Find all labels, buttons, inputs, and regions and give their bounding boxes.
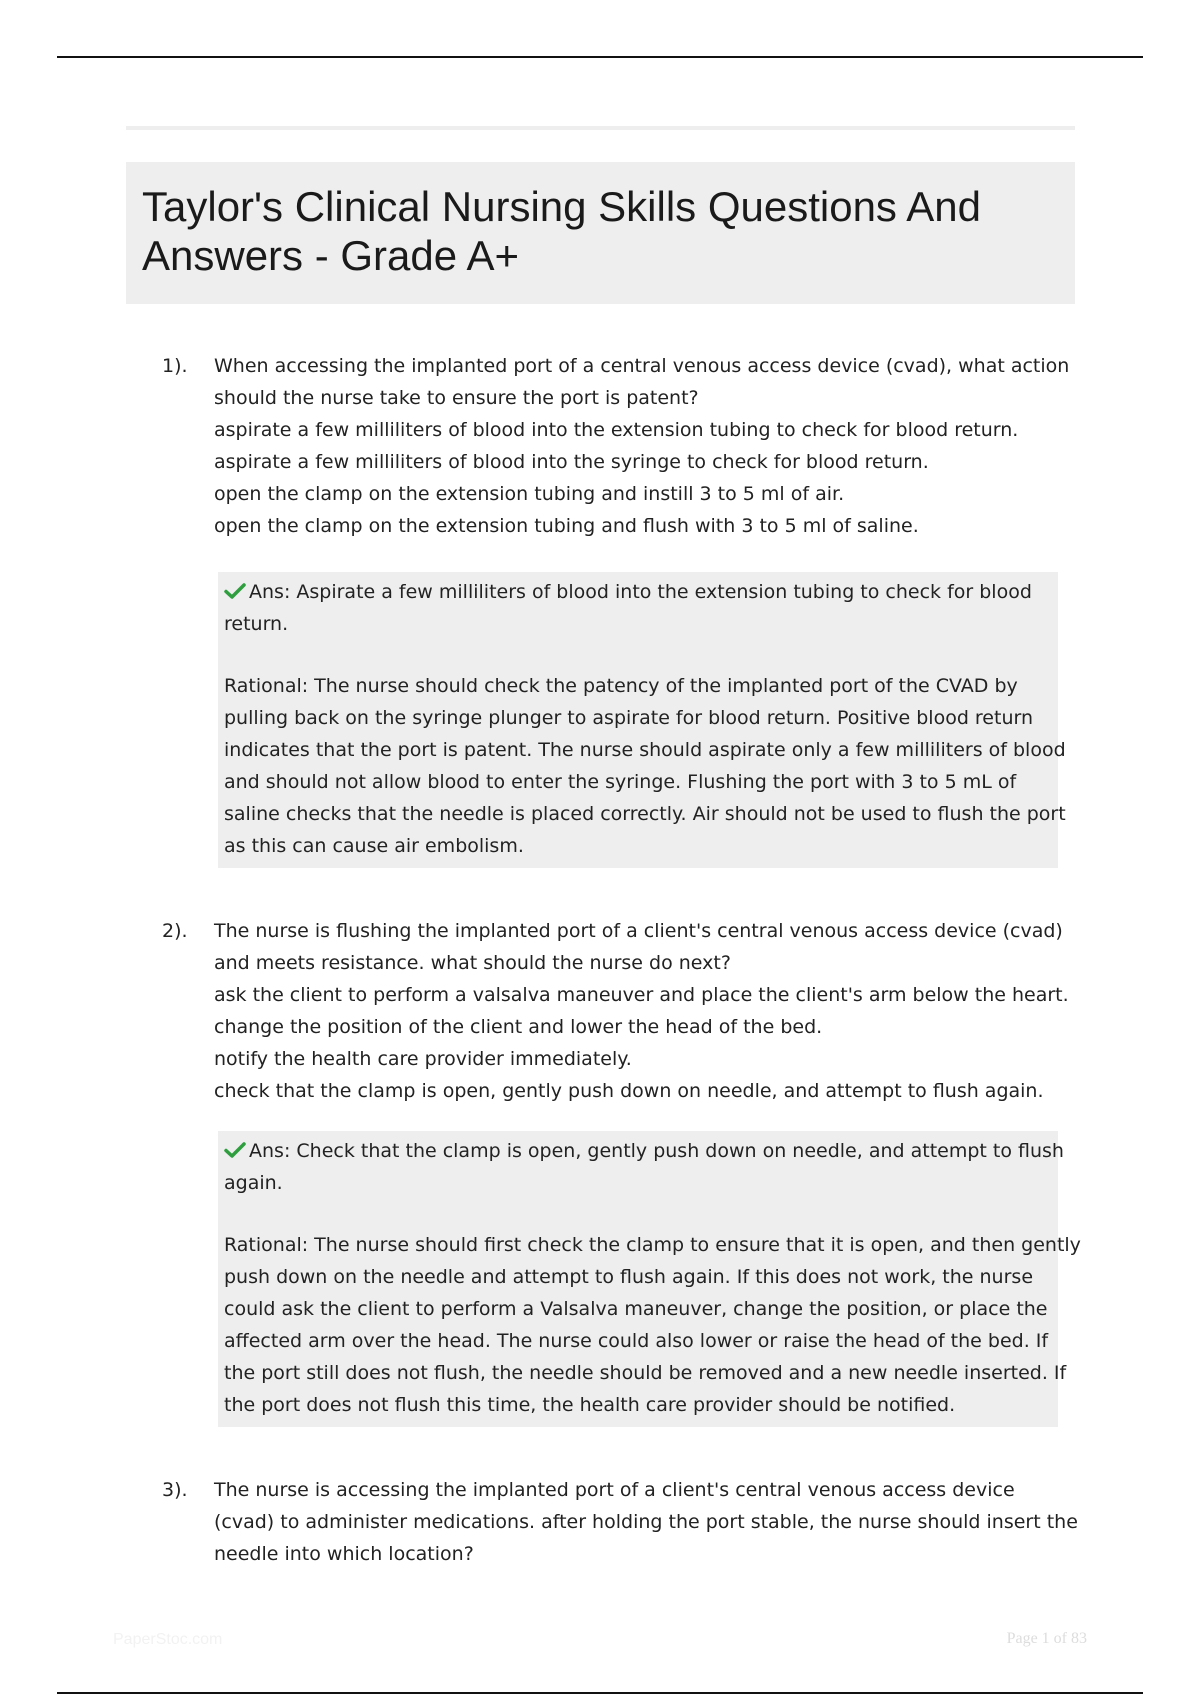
- page-title: [142, 182, 1075, 280]
- question-text: [214, 1474, 1078, 1570]
- rationale-line: could ask the client to perform a Valsalva maneuver, change the position, or place the: [224, 1298, 1048, 1320]
- watermark: PaperStoc.com: [113, 1631, 223, 1648]
- question-text: [214, 350, 1070, 542]
- answer-option: notify the health care provider immediately.: [214, 1048, 632, 1070]
- answer-text: Ans: Check that the clamp is open, gently push down on needle, and attempt to flush: [249, 1140, 1064, 1162]
- question-stem-line: (cvad) to administer medications. after holding the port stable, the nurse should insert the: [214, 1511, 1078, 1533]
- answer-line: [224, 1135, 1064, 1167]
- check-icon: [224, 1141, 246, 1159]
- question-text: [214, 915, 1069, 1107]
- spacer: [224, 640, 1048, 670]
- question-stem-line: should the nurse take to ensure the port is patent?: [214, 387, 699, 409]
- rationale-line: Rational: The nurse should first check the clamp to ensure that it is open, and then gently: [224, 1234, 1081, 1256]
- rationale-line: Rational: The nurse should check the patency of the implanted port of the CVAD by: [224, 675, 1018, 697]
- answer-option: open the clamp on the extension tubing and flush with 3 to 5 ml of saline.: [214, 515, 919, 537]
- answer-line: return.: [224, 613, 289, 635]
- spacer: [224, 1199, 1048, 1229]
- rationale-line: affected arm over the head. The nurse could also lower or raise the head of the bed. If: [224, 1330, 1049, 1352]
- answer-text: Ans: Aspirate a few milliliters of blood into the extension tubing to check for blood: [249, 581, 1032, 603]
- bottom-rule: [57, 1692, 1143, 1694]
- question-number: 1).: [162, 355, 188, 377]
- answer-option: change the position of the client and lower the head of the bed.: [214, 1016, 823, 1038]
- rationale-line: saline checks that the needle is placed correctly. Air should not be used to flush the port: [224, 803, 1066, 825]
- answer-option: aspirate a few milliliters of blood into the syringe to check for blood return.: [214, 451, 929, 473]
- question-number: 3).: [162, 1479, 188, 1501]
- title-banner: [126, 162, 1075, 304]
- header-divider: [126, 126, 1075, 130]
- answer-line: [224, 576, 1048, 608]
- check-icon: [224, 582, 246, 600]
- title-line: Taylor's Clinical Nursing Skills Questions And: [142, 183, 982, 230]
- rationale-line: the port still does not flush, the needle should be removed and a new needle inserted. If: [224, 1362, 1067, 1384]
- answer-box-1: [218, 572, 1066, 868]
- rationale-line: indicates that the port is patent. The nurse should aspirate only a few milliliters of blood: [224, 739, 1066, 761]
- answer-option: aspirate a few milliliters of blood into the extension tubing to check for blood return.: [214, 419, 1019, 441]
- question-stem-line: The nurse is flushing the implanted port of a client's central venous access device (cvad): [214, 920, 1063, 942]
- rationale-line: as this can cause air embolism.: [224, 835, 524, 857]
- answer-option: ask the client to perform a valsalva maneuver and place the client's arm below the heart.: [214, 984, 1069, 1006]
- question-number: 2).: [162, 920, 188, 942]
- question-stem-line: and meets resistance. what should the nurse do next?: [214, 952, 731, 974]
- rationale-line: and should not allow blood to enter the syringe. Flushing the port with 3 to 5 mL of: [224, 771, 1017, 793]
- answer-line: again.: [224, 1172, 283, 1194]
- question-stem-line: When accessing the implanted port of a central venous access device (cvad), what action: [214, 355, 1070, 377]
- answer-option: open the clamp on the extension tubing and instill 3 to 5 ml of air.: [214, 483, 845, 505]
- rationale-line: push down on the needle and attempt to flush again. If this does not work, the nurse: [224, 1266, 1034, 1288]
- question-stem-line: needle into which location?: [214, 1543, 474, 1565]
- answer-option: check that the clamp is open, gently push down on needle, and attempt to flush again.: [214, 1080, 1044, 1102]
- top-rule: [57, 56, 1143, 58]
- title-line: Answers - Grade A+: [142, 232, 519, 279]
- answer-box-2: [218, 1131, 1081, 1427]
- page-number: Page 1 of 83: [1006, 1630, 1087, 1647]
- rationale-line: pulling back on the syringe plunger to aspirate for blood return. Positive blood return: [224, 707, 1034, 729]
- question-stem-line: The nurse is accessing the implanted port of a client's central venous access device: [214, 1479, 1015, 1501]
- rationale-line: the port does not flush this time, the health care provider should be notified.: [224, 1394, 956, 1416]
